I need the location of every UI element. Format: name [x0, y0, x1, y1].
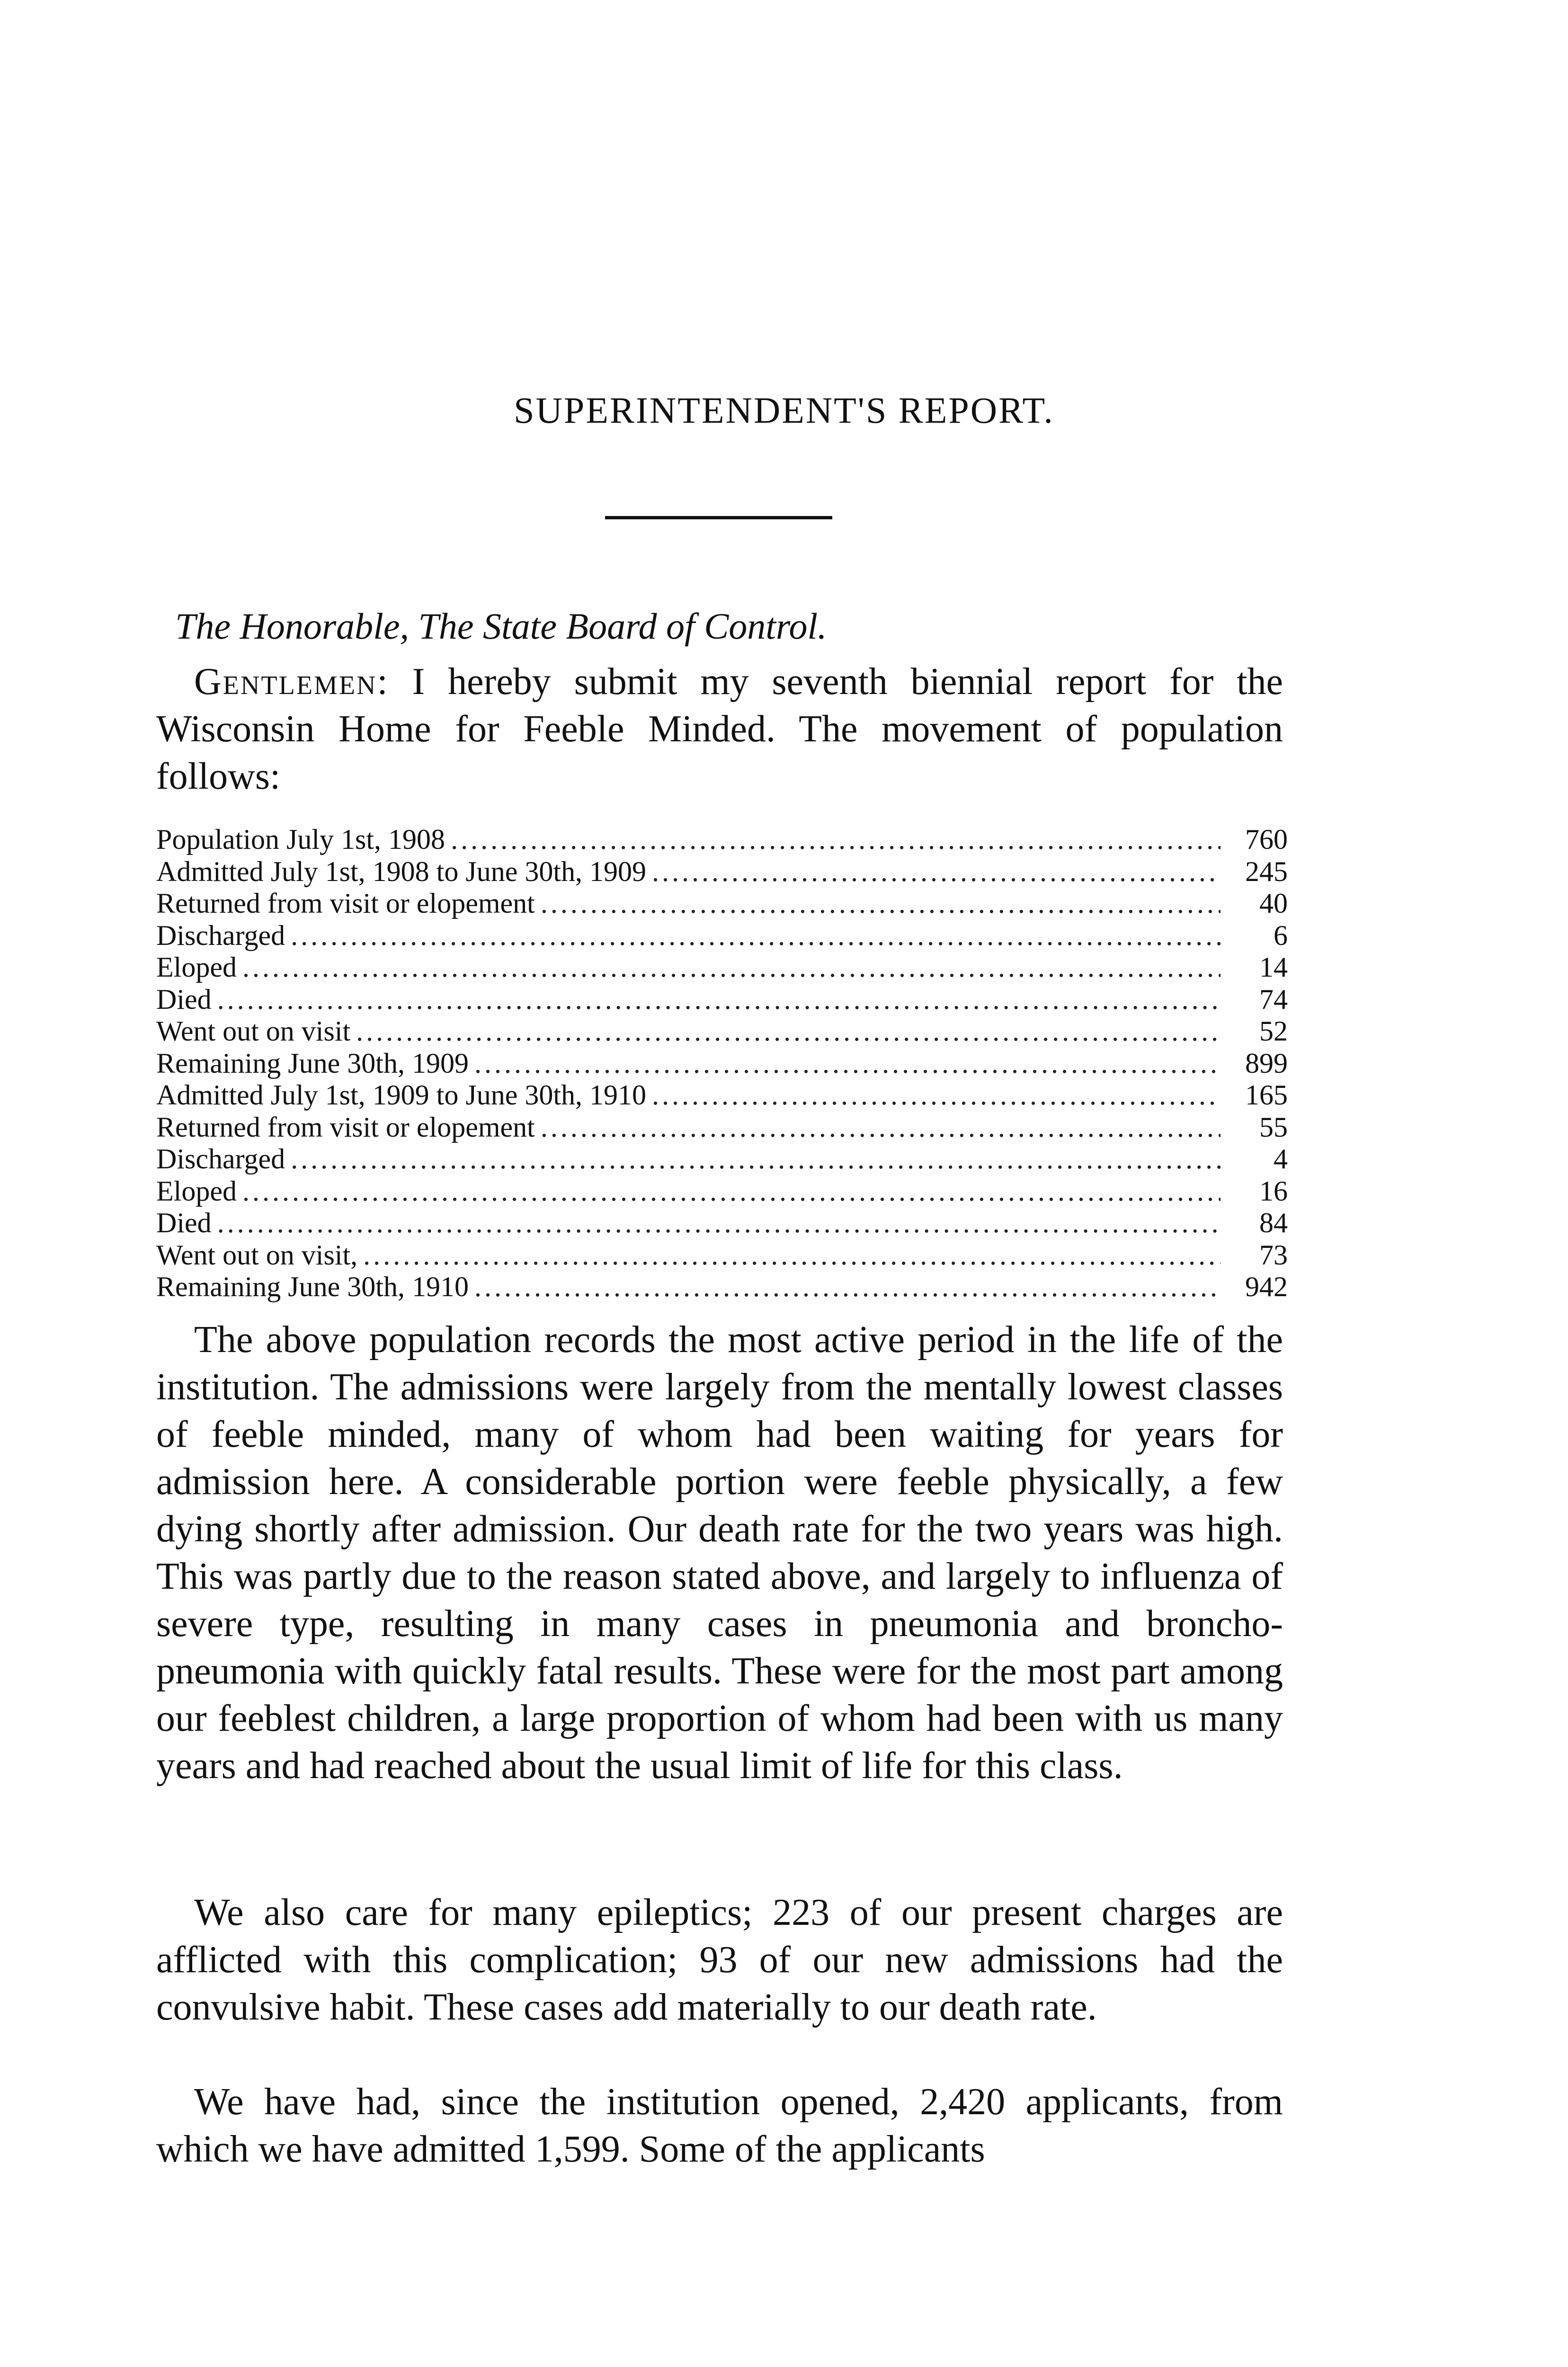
ledger-value: 55	[1259, 1111, 1288, 1143]
ledger-row	[156, 1015, 1288, 1048]
ledger-label: Returned from visit or elopement	[156, 1111, 535, 1143]
ledger-label: Remaining June 30th, 1910	[156, 1271, 469, 1302]
ledger-row	[156, 1079, 1288, 1112]
body-paragraph: We also care for many epileptics; 223 of our present charges are afflicted with this complication; 93 of our new admissions had the convulsive habit. These cases add materially to our death rate.	[156, 1892, 1283, 2028]
ledger-value: 52	[1259, 1015, 1288, 1047]
ledger-label: Remaining June 30th, 1909	[156, 1047, 469, 1079]
body-paragraph: The above population records the most active period in the life of the institution. The admissions were largely from the mentally lowest classes of feeble minded, many of whom had been waiting for years for admission here. A considerable portion were feeble physically, a few dying shortly after admission. Our death rate for the two years was high. This was partly due to the reason stated above, and largely to influenza of severe type, resulting in many cases in pneumonia and broncho-pneumonia with quickly fatal results. These were for the most part among our feeblest children, a large proportion of whom had been with us many years and had reached about the usual limit of life for this class.	[156, 1319, 1283, 1787]
population-ledger	[156, 824, 1288, 1303]
title-divider	[605, 516, 832, 519]
ledger-value: 899	[1245, 1047, 1288, 1079]
ledger-row	[156, 952, 1288, 984]
ledger-value: 40	[1259, 888, 1288, 919]
salutation: The Honorable, The State Board of Control.	[175, 605, 827, 647]
ledger-row	[156, 984, 1288, 1016]
ledger-row	[156, 856, 1288, 888]
ledger-value: 6	[1274, 919, 1288, 951]
ledger-value: 14	[1259, 952, 1288, 983]
ledger-value: 74	[1259, 983, 1288, 1015]
ledger-label: Returned from visit or elopement	[156, 888, 535, 919]
ledger-label: Admitted July 1st, 1908 to June 30th, 1909	[156, 855, 646, 887]
report-title: SUPERINTENDENT'S REPORT.	[514, 390, 1054, 431]
ledger-row	[156, 824, 1288, 856]
ledger-row	[156, 1271, 1288, 1303]
ledger-value: 16	[1259, 1175, 1288, 1207]
ledger-label: Discharged	[156, 1143, 285, 1175]
ledger-value: 84	[1259, 1207, 1288, 1238]
ledger-label: Went out on visit	[156, 1015, 351, 1047]
ledger-label: Eloped	[156, 1175, 237, 1207]
ledger-row	[156, 1112, 1288, 1144]
ledger-row	[156, 1207, 1288, 1239]
intro-lead: Gentlemen:	[194, 661, 389, 703]
ledger-value: 4	[1274, 1143, 1288, 1175]
intro-text: I hereby submit my seventh biennial report for the Wisconsin Home for Feeble Minded. The movement of population follows:	[156, 661, 1283, 797]
ledger-row	[156, 1239, 1288, 1272]
ledger-row	[156, 920, 1288, 952]
ledger-label: Admitted July 1st, 1909 to June 30th, 1910	[156, 1079, 646, 1111]
ledger-label: Discharged	[156, 919, 285, 951]
body-paragraph: We have had, since the institution opened, 2,420 applicants, from which we have admitted 1,599. Some of the applicants	[156, 2081, 1283, 2170]
ledger-value: 245	[1245, 855, 1288, 887]
ledger-value: 165	[1245, 1079, 1288, 1111]
ledger-row	[156, 888, 1288, 920]
ledger-row	[156, 1175, 1288, 1208]
ledger-label: Population July 1st, 1908	[156, 824, 445, 855]
ledger-value: 942	[1245, 1271, 1288, 1302]
ledger-label: Died	[156, 983, 212, 1015]
ledger-value: 760	[1245, 824, 1288, 855]
ledger-label: Died	[156, 1207, 212, 1238]
intro-paragraph	[156, 658, 1283, 800]
ledger-row	[156, 1048, 1288, 1080]
ledger-value: 73	[1259, 1239, 1288, 1271]
ledger-row	[156, 1143, 1288, 1175]
ledger-label: Went out on visit,	[156, 1239, 358, 1271]
ledger-label: Eloped	[156, 952, 237, 983]
